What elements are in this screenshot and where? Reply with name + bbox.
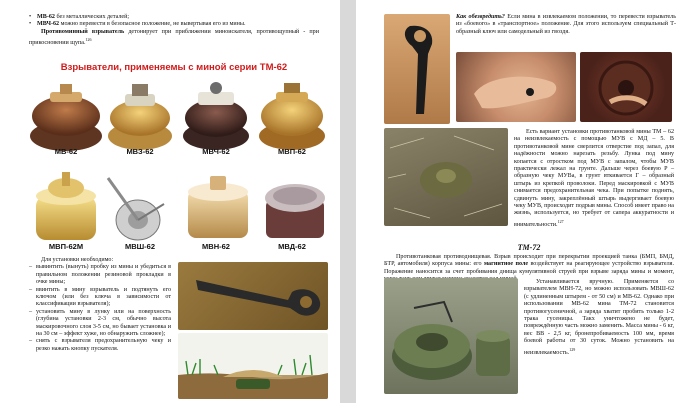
footnote-ref: 126 — [85, 37, 92, 43]
install-instructions — [29, 257, 171, 353]
section-title: Взрыватели, применяемы с миной серии ТМ-62 — [60, 62, 288, 73]
fuze-label: МВН-62 — [202, 242, 230, 251]
fuze-mvch62-illustration — [183, 82, 249, 150]
tm72-intro-text2: воздействует на реагирующее устройство взрывателя. Поражение наносится за счет пробивания днища кумулятивной струей при взрыве заряда мины и момент, — [384, 261, 674, 275]
mine-in-ground-photo — [384, 128, 508, 226]
fuze-label: МВЧ-62 — [202, 147, 230, 156]
tm72-details-paragraph — [524, 279, 674, 357]
mine-fuze-photo — [580, 52, 672, 122]
variant-text: Есть вариант установки противотанковой мины ТМ – 62 на неизвлекаемость с помощью МУВ с МД – 5. В противотанковой мине сверлится отверстие под запал, для надёжности можно нарезать резьбу. Лунка под мину копается с отростком под МУВ с запалом, чтобы МУВ практически лежал на грунте. Дальше через боевую Р – образную чеку МУВа, в грунт вткивается Г – образный штырь из крепкой проволоки. Перед маскировкой с МУВ снимается предохранительная чека. При попытке поднять, сдвинуть мину, закреплённый штырь выдергивает боевую чеку МУВ, происходит подрыв мины. Способ имеет право на жизнь, используется, но требует от сапера аккуратности и внимательности. — [514, 129, 674, 228]
list-item: • МВ-62 без металлических деталей; — [29, 14, 130, 20]
fuze-mvd62-illustration — [265, 184, 325, 238]
fuze-label: МВД-62 — [278, 242, 306, 251]
tm72-details-text: Устанавливается вручную. Применяется со взрывателем МВН-72, но можно использовать МВШ-62 (с удлиненным штырем - от 50 см) и МВ-62. Однако при использовании МВ-62 мина ТМ-72 становится противогусеничной, а заряда хватит пробить только 1-2 трака гусеницы. Такх уничтожено не будет, повреждённую часть можно заменить. Масса мины - 6 кг, вес ВВ - 2,5 кг, бронепробиваемость 100 мм, время боевой работы от 30 суток. Можно установить на неизвлекаемость. — [524, 279, 674, 356]
pressure-fuze-term: Противоминный взрыватель — [41, 28, 125, 35]
fuze-label: МВЗ-62 — [126, 147, 154, 156]
tm72-mine-photo — [384, 278, 518, 394]
left-page — [0, 0, 340, 403]
footnote-ref: 127 — [557, 218, 564, 224]
install-steps — [29, 264, 171, 353]
tm72-intro-text1: Противотанковая противоднищевая. Взрыв происходит при перекрытии проекцией танка (БМП, БМД, БТР, автомобиля) корпуса мины: его — [384, 254, 674, 268]
fuze-mvsh62-illustration — [108, 178, 164, 240]
footnote-ref: 129 — [569, 346, 576, 352]
item-term: МВ-62 — [37, 14, 55, 20]
right-page — [356, 0, 700, 403]
defuse-text: Если мина в извлекаемом положении, то перевести взрыватель из «боевого» в «транспортное» положение. Для этого используем специальный Т-образный ключ или самодельный из гвоздя. — [456, 14, 677, 35]
list-item: • МВЧ-62 можно перевести в безопасное положение, не вывертывая его из мины. — [29, 21, 246, 28]
item-text: можно перевести в безопасное положение, не вывертывая его из мины. — [60, 21, 246, 28]
fuze-label: МВП-62М — [48, 242, 84, 251]
wrench-photo — [178, 262, 328, 330]
fuze-mvp62m-illustration — [36, 172, 96, 240]
tm72-title: ТМ-72 — [517, 243, 541, 252]
fuze-mvz62-illustration — [108, 84, 172, 150]
pressure-fuze-paragraph — [29, 29, 319, 48]
install-step: – снять с взрывателя предохранительную чеку и резко нажать кнопку пускателя. — [29, 338, 171, 353]
top-items-list — [29, 14, 319, 48]
install-intro: Для установки необходимо: — [41, 257, 114, 263]
defuse-question: Как обезвредить? — [456, 14, 505, 20]
fuze-mvp62-illustration — [259, 83, 325, 150]
fuze-label: МВШ-62 — [124, 242, 156, 251]
t-key-photo — [384, 14, 450, 124]
install-step: – ввинтить в мину взрыватель и подтянуть его ключом (или без ключа в зависимости от классификации взрывателя); — [29, 287, 171, 309]
mine-burial-diagram — [178, 333, 328, 399]
tm72-magnetic-field: магнитное поле — [483, 261, 529, 268]
pressure-fuze-text: детонирует при приближении миноискателя, противощупный - при прикосновении щупа. — [29, 28, 319, 47]
fuze-illustrations-row2 — [28, 170, 328, 250]
fuze-label: МВ-62 — [54, 147, 78, 156]
fuze-mvn62-illustration — [188, 176, 248, 238]
install-step: – вывинтить (вынуть) пробку из мины и убедиться в правильном положении резиновой прокладки в очке мины; — [29, 264, 171, 286]
fuze-mv62-illustration — [30, 84, 102, 151]
item-term: МВЧ-62 — [37, 21, 60, 28]
hand-with-key-photo — [456, 52, 576, 122]
defuse-paragraph — [456, 14, 676, 36]
item-text: без металлических деталей; — [56, 14, 130, 20]
install-step: – установить мину в лунку или на поверхность (глубина установки 2-3 см, обычно высота маскировочного слоя 3-5 см, но бывает установка и на 30 см – эффект хуже, но обнаружить сложнее); — [29, 309, 171, 339]
fuze-label: МВП-62 — [278, 147, 306, 156]
variant-paragraph — [514, 129, 674, 229]
